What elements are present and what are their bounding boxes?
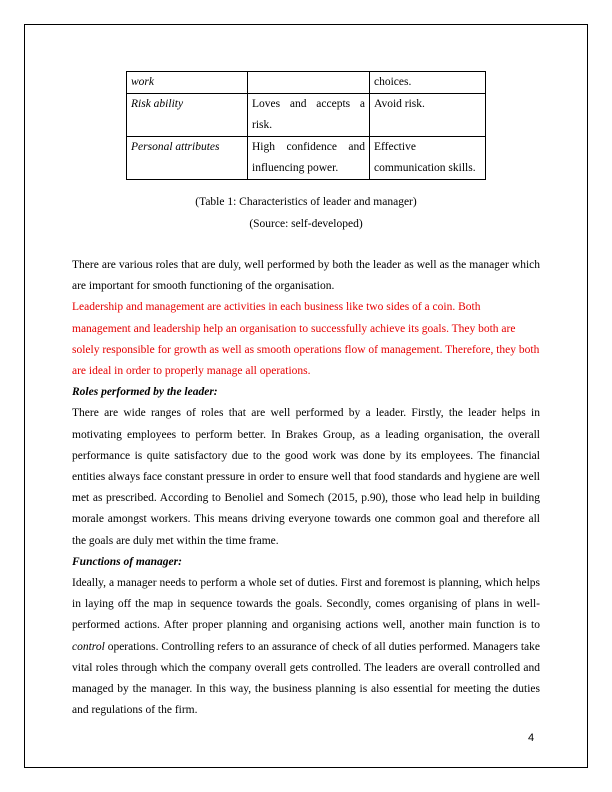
leader-paragraph: There are wide ranges of roles that are well performed by a leader. Firstly, the leader helps in motivating employees to perform better. In Brakes Group, as a leading organisation, the overall performance is quite satisfactory due to the good work was done by its employees. The financial entities always face constant pressure in order to ensure well that food standards and hygiene are well met as prescribed. According to Benoliel and Somech (2015, p.90), those who lead help in building morale amongst workers. This means driving everyone towards one common goal and therefore all the goals are duly met within the time frame. bbox=[72, 407, 540, 547]
manager-text-emphasis: control bbox=[72, 640, 105, 653]
table-caption-source: (Source: self-developed) bbox=[249, 218, 363, 230]
table-cell: choices. bbox=[370, 72, 486, 94]
table-cell: Personal attributes bbox=[127, 137, 248, 180]
manager-text-b: operations. Controlling refers to an assurance of check of all duties performed. Managers take vital roles through which the company overall gets controlled. The leaders are overall controlled and managed by the manager. In this way, the business planning is also essential for meeting the duties and regulations of the firm. bbox=[72, 640, 540, 717]
body-text bbox=[72, 255, 540, 721]
heading-leader-roles: Roles performed by the leader: bbox=[72, 386, 218, 399]
heading-manager-functions: Functions of manager: bbox=[72, 555, 182, 568]
page-number: 4 bbox=[528, 732, 535, 744]
table-cell: Effective communication skills. bbox=[370, 137, 486, 180]
table-cell: work bbox=[127, 72, 248, 94]
table-cell: Risk ability bbox=[127, 94, 248, 137]
manager-paragraph bbox=[72, 573, 540, 721]
table-row bbox=[127, 94, 486, 137]
intro-paragraph: There are various roles that are duly, well performed by both the leader as well as the manager which are important for smooth functioning of the organisation. bbox=[72, 259, 540, 293]
table-caption-title: (Table 1: Characteristics of leader and manager) bbox=[195, 196, 417, 208]
manager-text-a: Ideally, a manager needs to perform a whole set of duties. First and foremost is planning, which helps in laying off the map in sequence towards the goals. Secondly, comes organising of plans in well-performed actions. After proper planning and organising actions well, another main function is to bbox=[72, 577, 540, 632]
highlighted-paragraph: Leadership and management are activities in each business like two sides of a coin. Both management and leadership help an organisation to successfully achieve its goals. They both are solely responsible for growth as well as smooth operations flow of management. Therefore, they both are ideal in order to properly manage all operations. bbox=[72, 301, 540, 378]
table-cell: High confidence and influencing power. bbox=[248, 137, 370, 180]
characteristics-table bbox=[126, 71, 486, 180]
table-cell: Avoid risk. bbox=[370, 94, 486, 137]
table-cell bbox=[248, 72, 370, 94]
table-row bbox=[127, 72, 486, 94]
table-cell: Loves and accepts a risk. bbox=[248, 94, 370, 137]
table-row bbox=[127, 137, 486, 180]
